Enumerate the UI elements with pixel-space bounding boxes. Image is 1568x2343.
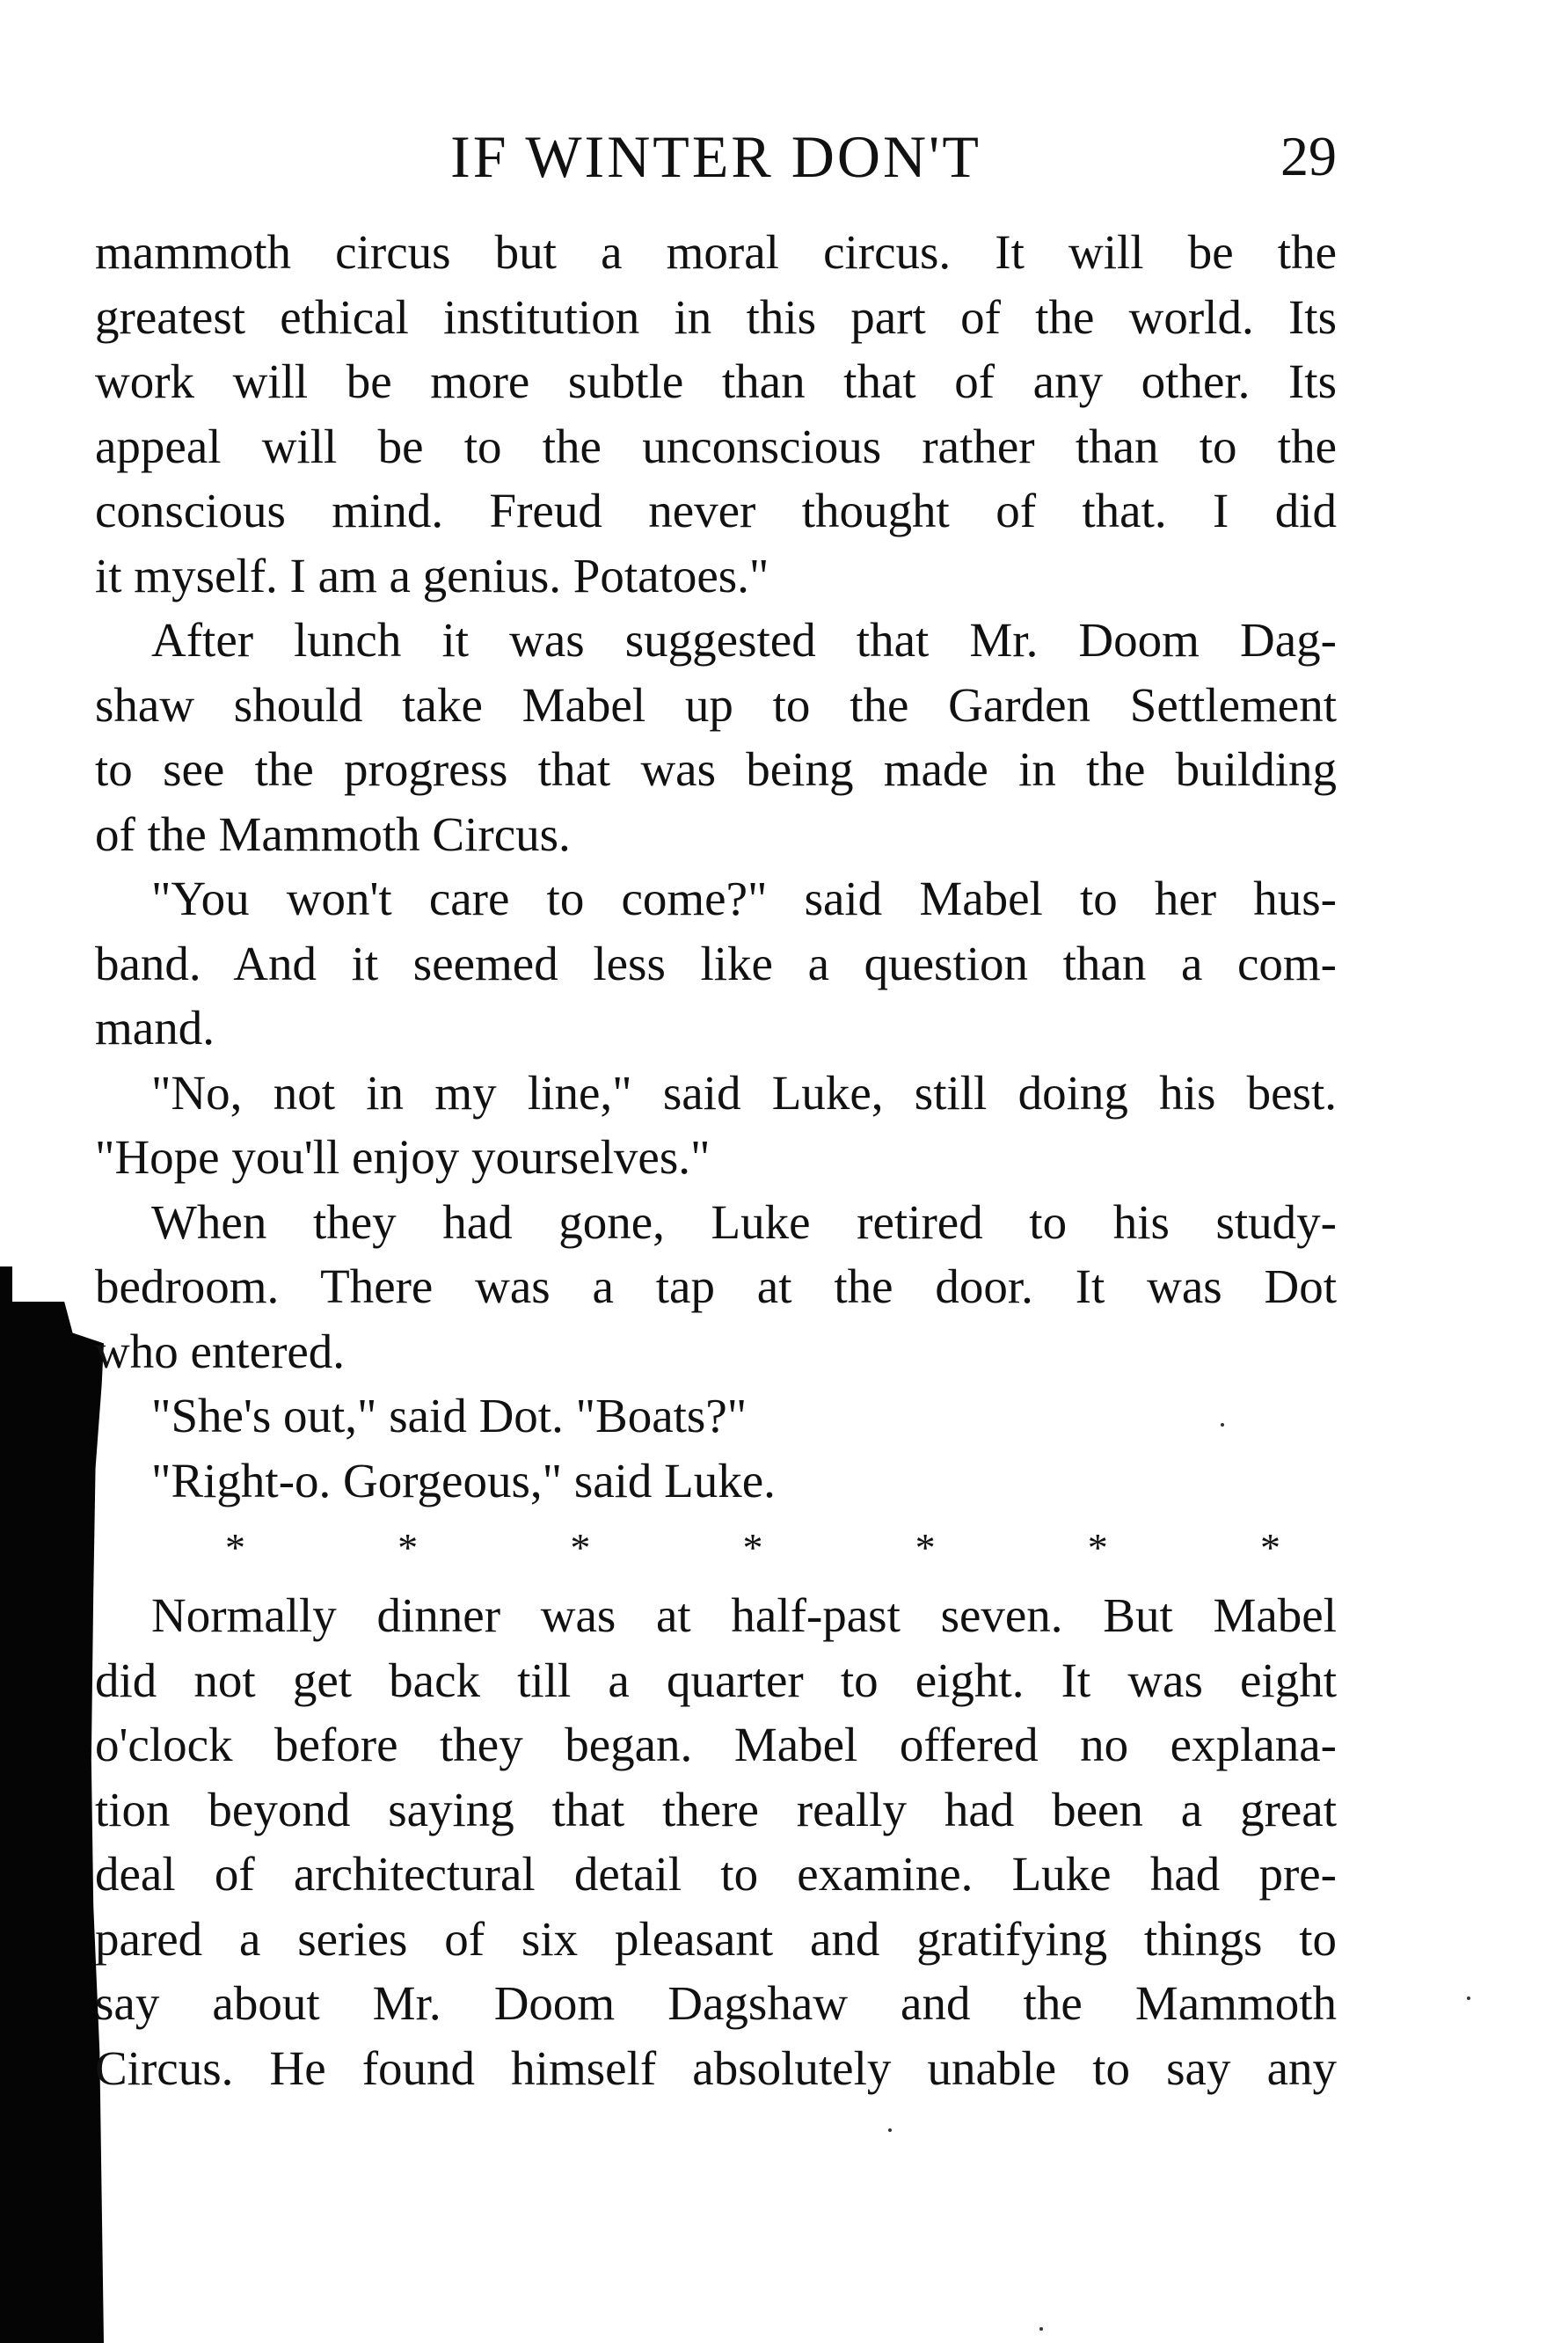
text-line: it myself. I am a genius. Potatoes.": [95, 548, 769, 602]
text-line: work will be more subtle than that of any other. Its: [95, 354, 1337, 408]
scan-speck: [888, 2128, 892, 2132]
scan-speck: [1039, 2327, 1043, 2331]
running-head: IF WINTER DON'T: [450, 123, 981, 190]
paragraph-8: [95, 1583, 1337, 2100]
asterisk: *: [1259, 1525, 1280, 1570]
text-line: mand.: [95, 1001, 215, 1055]
asterisk: *: [742, 1525, 763, 1570]
text-line: "You won't care to come?" said Mabel to her hus-: [151, 872, 1337, 925]
paragraph-4: [95, 1061, 1337, 1190]
paragraph-7: [95, 1449, 1337, 1514]
text-line: of the Mammoth Circus.: [95, 807, 571, 861]
text-line: bedroom. There was a tap at the door. It was Dot: [95, 1259, 1337, 1313]
text-line: conscious mind. Freud never thought of that. I did: [95, 484, 1337, 537]
text-line: Normally dinner was at half-past seven. But Mabel: [151, 1588, 1337, 1642]
text-line: "Hope you'll enjoy yourselves.": [95, 1130, 711, 1184]
text-line: "She's out," said Dot. "Boats?": [151, 1389, 748, 1442]
asterisk: *: [570, 1525, 591, 1570]
paragraph-5: [95, 1190, 1337, 1384]
asterisk: *: [1087, 1525, 1108, 1570]
paragraph-3: [95, 866, 1337, 1061]
text-line: greatest ethical institution in this part of the world. Its: [95, 289, 1337, 344]
asterisk: *: [397, 1525, 419, 1570]
text-line: "Right-o. Gorgeous," said Luke.: [151, 1453, 776, 1507]
text-line: When they had gone, Luke retired to his study-: [151, 1194, 1337, 1249]
paragraph-2: [95, 608, 1337, 866]
paragraph-6: [95, 1383, 1337, 1449]
text-line: deal of architectural detail to examine. Luke had pre-: [95, 1847, 1337, 1901]
text-line: mammoth circus but a moral circus. It will be the: [95, 225, 1337, 279]
paragraph-1: [95, 220, 1337, 608]
page-header: [95, 121, 1337, 192]
text-line: appeal will be to the unconscious rather than to the: [95, 419, 1337, 473]
text-line: tion beyond saying that there really had been a great: [95, 1782, 1337, 1836]
text-line: did not get back till a quarter to eight. It was eight: [95, 1653, 1337, 1707]
text-line: shaw should take Mabel up to the Garden Settlement: [95, 677, 1337, 732]
scan-speck: [1467, 1996, 1470, 2000]
text-line: o'clock before they began. Mabel offered no explana-: [95, 1718, 1337, 1771]
text-line: to see the progress that was being made in the building: [95, 742, 1337, 796]
text-line: say about Mr. Doom Dagshaw and the Mammoth: [95, 1976, 1337, 2030]
text-line: "No, not in my line," said Luke, still doing his best.: [151, 1065, 1337, 1120]
text-line: pared a series of six pleasant and gratifying things to: [95, 1911, 1337, 1966]
scan-speck: [1221, 1423, 1224, 1427]
scan-binding-shadow: [0, 1302, 104, 2343]
body-text: [95, 220, 1337, 2100]
text-line: After lunch it was suggested that Mr. Doom Dag-: [151, 613, 1337, 667]
page-number: 29: [1280, 125, 1337, 187]
text-line: who entered.: [95, 1324, 346, 1378]
text-line: Circus. He found himself absolutely unable to say any: [95, 2040, 1337, 2095]
asterisk: *: [225, 1525, 245, 1570]
asterisk: *: [915, 1525, 936, 1570]
text-line: band. And it seemed less like a question than a com-: [95, 936, 1337, 990]
section-break: [95, 1513, 1337, 1583]
